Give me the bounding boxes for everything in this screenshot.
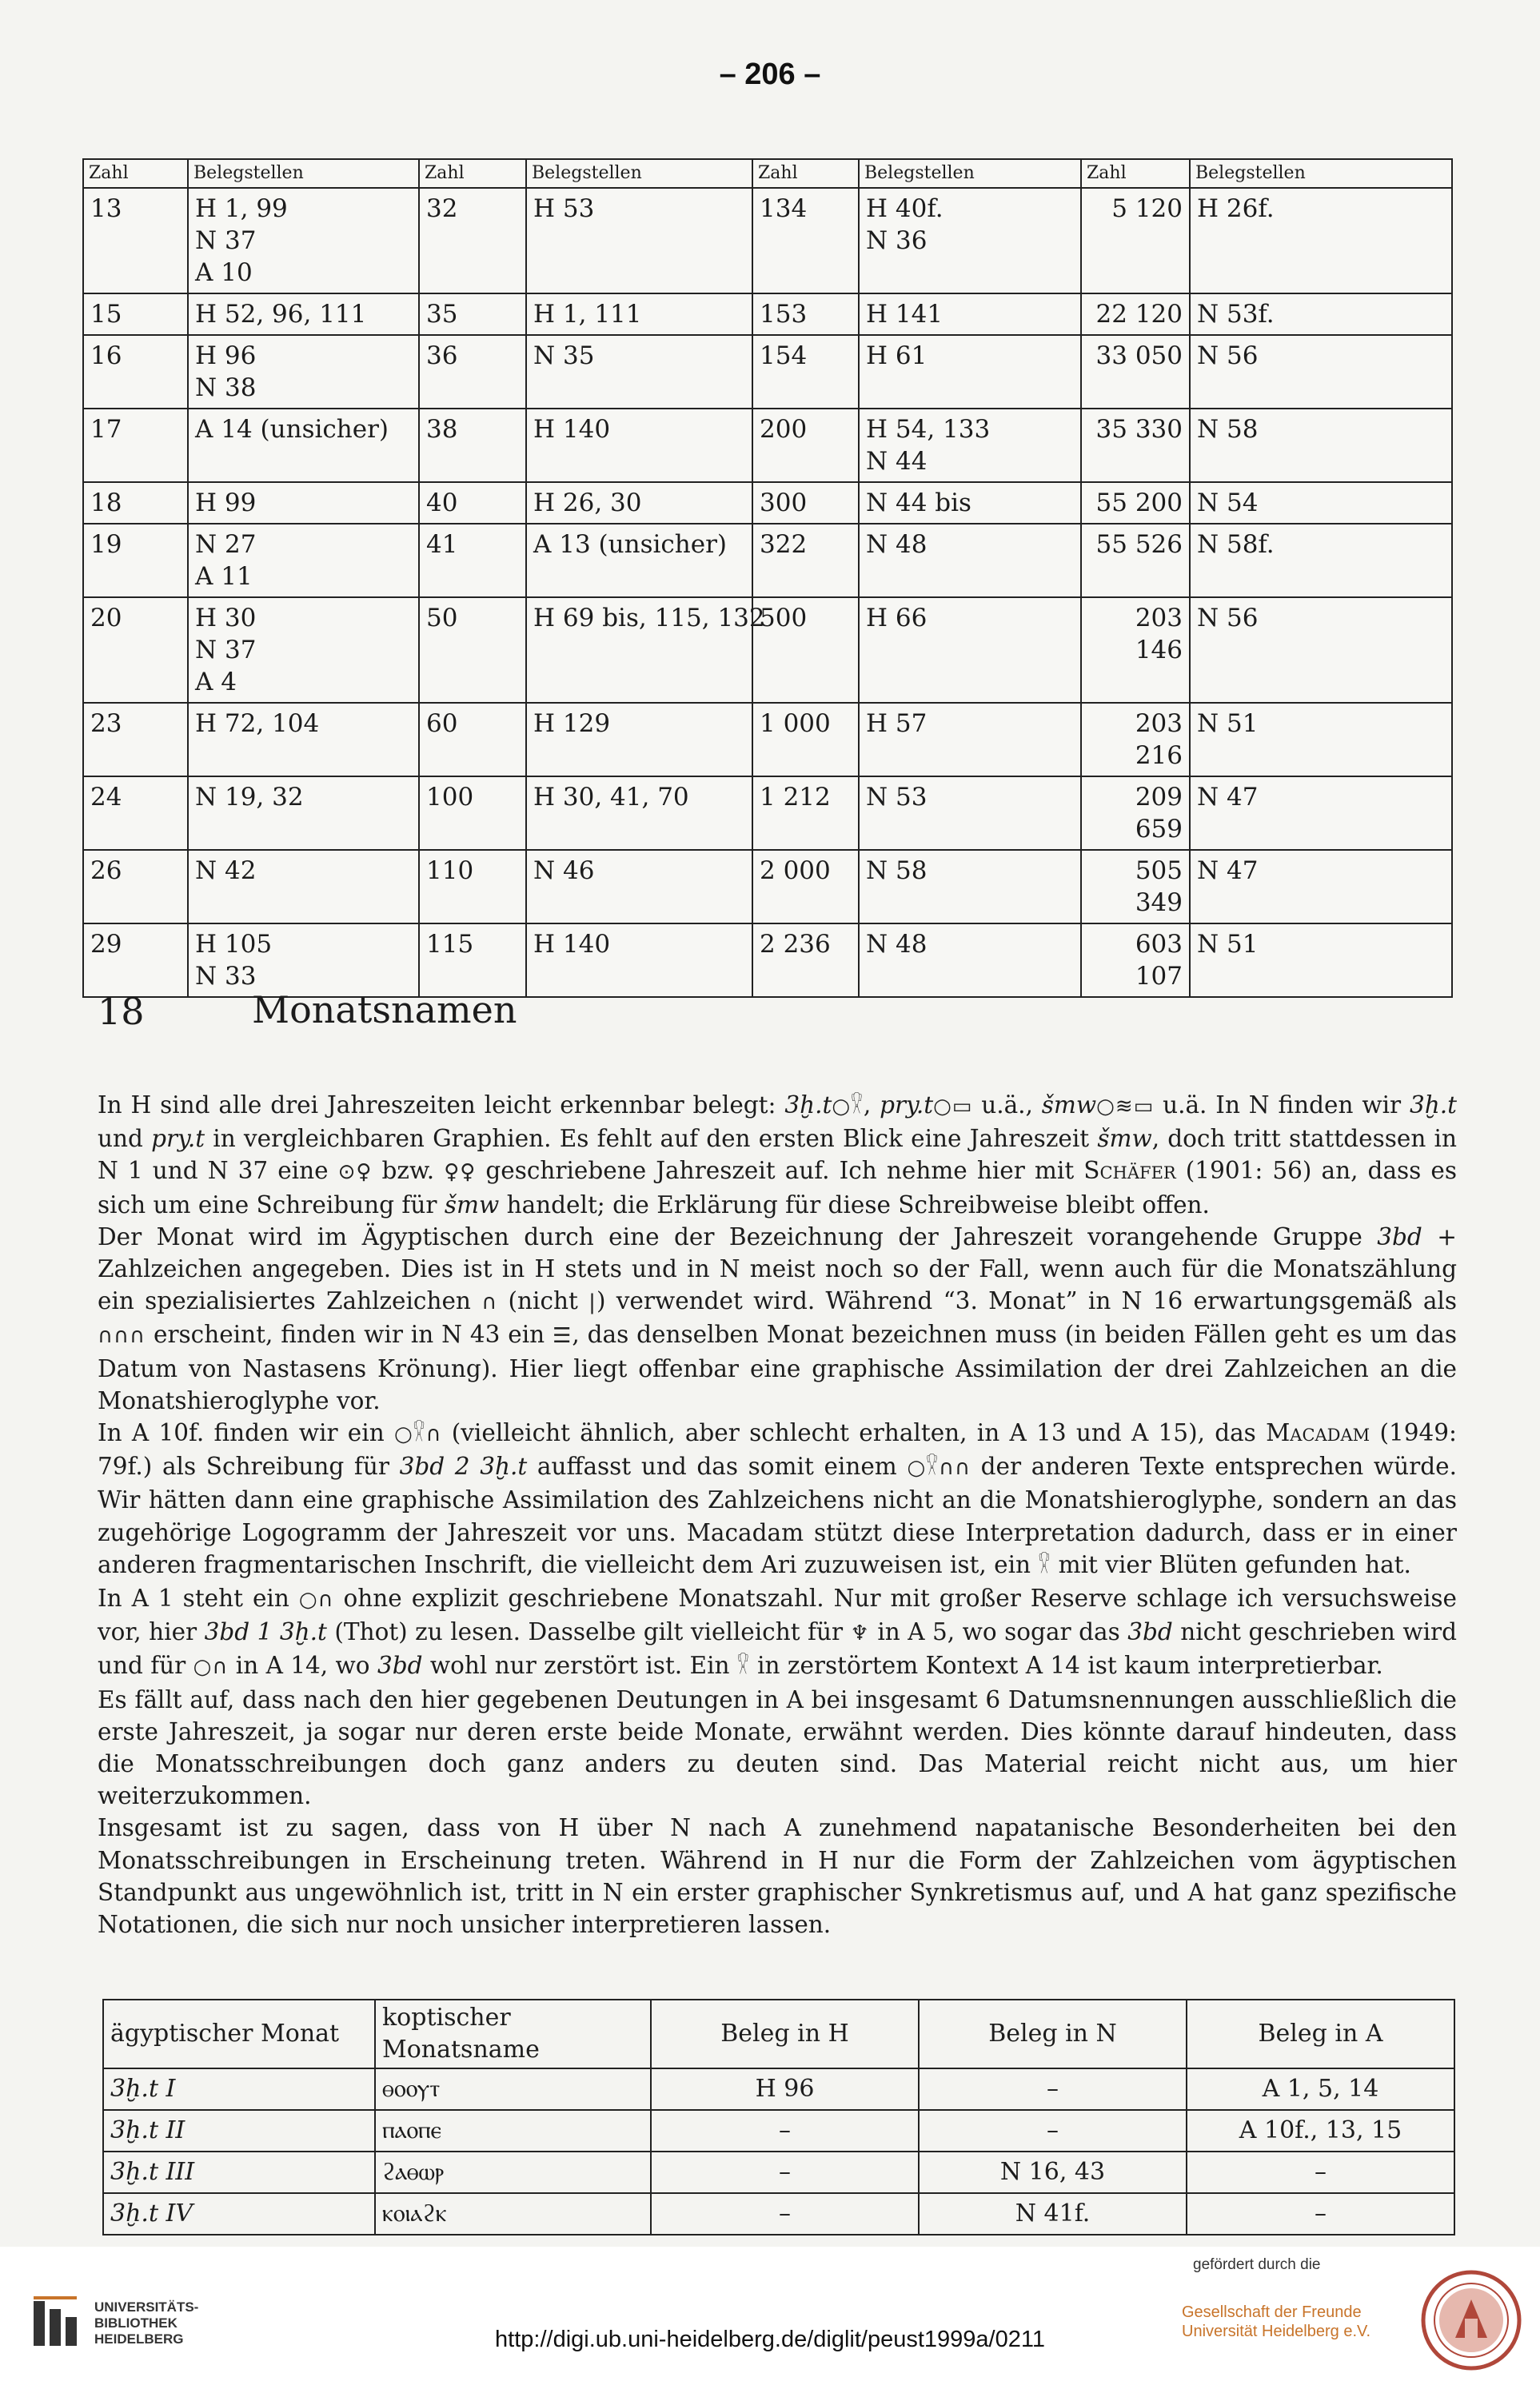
zahl-cell: 15 (83, 293, 188, 335)
paragraph: Der Monat wird im Ägyptischen durch eine der Bezeichnung der Jahreszeit vorangehende Gruppe 3bd + Zahlzeichen angegeben. Dies ist in H stets und in N meist noch so der Fall, wenn auch für die Monatszählung ein spezialisiertes Zahlzeichen ∩ (nicht |) verwendet wird. Während “3. Monat” in N 16 erwartungsgemäß als ∩∩∩ erscheint, finden wir in N 43 ein ☰, das denselben Monat bezeichnen muss (in beiden Fällen geht es um das Datum von Nastasens Krönung). Hier liegt offenbar eine graphische Assimilation der drei Zahlzeichen an die Monatshieroglyphe vor. (98, 1222, 1458, 1414)
numbers-table-body (83, 188, 1452, 997)
col-header: Belegstellen (859, 159, 1081, 188)
references-cell (188, 482, 419, 524)
table-row (83, 409, 1452, 482)
reference: A 4 (195, 668, 237, 696)
hieroglyph-group-icon: 𓎃 (736, 1655, 750, 1680)
references-cell (526, 923, 752, 997)
reference: N 44 (866, 447, 928, 476)
col-header: Belegstellen (526, 159, 752, 188)
university-seal-icon (1420, 2269, 1522, 2371)
egyptian-month: 3ḫ.t I (103, 2068, 375, 2110)
reference: N 36 (866, 226, 928, 255)
references-cell (1190, 850, 1452, 923)
references-cell (859, 703, 1081, 776)
ref-n: – (919, 2068, 1187, 2110)
table-row (83, 482, 1452, 524)
zahl-cell: 50 (419, 597, 526, 703)
zahl-cell: 22 120 (1081, 293, 1190, 335)
reference: H 30 (195, 604, 257, 632)
zahl-cell: 505 349 (1081, 850, 1190, 923)
reference: N 46 (533, 856, 595, 885)
reference: N 58 (866, 856, 928, 885)
col-header: Belegstellen (188, 159, 419, 188)
society-name: Gesellschaft der Freunde Universität Heidelberg e.V. (1182, 2303, 1371, 2340)
reference: H 30, 41, 70 (533, 783, 689, 812)
references-cell (1190, 703, 1452, 776)
references-cell (188, 409, 419, 482)
references-cell (526, 293, 752, 335)
references-cell (188, 850, 419, 923)
zahl-cell: 500 (752, 597, 859, 703)
references-cell (526, 482, 752, 524)
reference: N 35 (533, 341, 595, 370)
reference: N 51 (1197, 709, 1259, 738)
reference: H 140 (533, 415, 611, 444)
zahl-cell: 203 146 (1081, 597, 1190, 703)
table-row (83, 597, 1452, 703)
references-cell (188, 923, 419, 997)
paragraph: Insgesamt ist zu sagen, dass von H über N nach A zunehmend napatanische Besonderheiten bei den Monatsschreibungen in Erscheinung treten. Während in H nur die Form der Zahlzeichen vom ägyptischen Standpunkt aus ungewöhnlich ist, tritt in N ein erster graphischer Synkretismus auf, und A hat ganz spezifische Notationen, die sich nur noch unsicher interpretieren lassen. (98, 1814, 1457, 1939)
hieroglyph-group-icon: ☰ (553, 1324, 573, 1349)
reference: H 54, 133 (866, 415, 991, 444)
egyptian-month: 3ḫ.t III (103, 2152, 375, 2193)
reference: H 26, 30 (533, 489, 642, 517)
paragraph: Es fällt auf, dass nach den hier gegebenen Deutungen in A bei insgesamt 6 Datumsnennungen ausschließlich die erste Jahreszeit, ja sogar nur deren erste beide Monate, erwähnt werden. Dies könnte darauf hindeuten, dass die Monatsschreibungen doch ganz anders zu deuten sind. Das Material reicht nicht aus, um hier weiterzukommen. (98, 1685, 1457, 1810)
hieroglyph-group-icon: ○∩ (193, 1655, 229, 1680)
zahl-cell: 203 216 (1081, 703, 1190, 776)
table-row (83, 188, 1452, 293)
zahl-cell: 38 (419, 409, 526, 482)
ref-h: – (651, 2152, 919, 2193)
reference: N 56 (1197, 604, 1259, 632)
numbers-table (82, 158, 1453, 998)
reference: A 10 (195, 258, 253, 287)
zahl-cell: 300 (752, 482, 859, 524)
zahl-cell: 115 (419, 923, 526, 997)
zahl-cell: 55 526 (1081, 524, 1190, 597)
ref-n: N 41f. (919, 2193, 1187, 2235)
zahl-cell: 5 120 (1081, 188, 1190, 293)
hieroglyph-group-icon: ∩ (481, 1290, 498, 1315)
reference: H 129 (533, 709, 611, 738)
table-row (83, 923, 1452, 997)
references-cell (188, 293, 419, 335)
ref-n: – (919, 2110, 1187, 2152)
references-cell (526, 409, 752, 482)
hieroglyph-group-icon: ♀♀ (444, 1160, 477, 1185)
reference: N 53 (866, 783, 928, 812)
col-header: Zahl (752, 159, 859, 188)
references-cell (1190, 776, 1452, 850)
ref-a: – (1187, 2152, 1454, 2193)
table-row (103, 2068, 1454, 2110)
hieroglyph-group-icon: ○𓎃∩∩ (907, 1456, 971, 1481)
reference: H 52, 96, 111 (195, 300, 367, 329)
egyptian-month: 3ḫ.t IV (103, 2193, 375, 2235)
reference: N 48 (866, 930, 928, 959)
zahl-cell: 209 659 (1081, 776, 1190, 850)
reference: H 105 (195, 930, 273, 959)
ref-h: – (651, 2110, 919, 2152)
references-cell (859, 409, 1081, 482)
references-cell (526, 524, 752, 597)
reference: N 51 (1197, 930, 1259, 959)
reference: H 72, 104 (195, 709, 320, 738)
references-cell (859, 188, 1081, 293)
zahl-cell: 2 236 (752, 923, 859, 997)
references-cell (526, 776, 752, 850)
hieroglyph-group-icon: ∩∩∩ (98, 1324, 146, 1349)
references-cell (1190, 293, 1452, 335)
coptic-month: ⲕⲟⲓⲁϩⲕ (375, 2193, 651, 2235)
zahl-cell: 29 (83, 923, 188, 997)
col-header: ägyptischer Monat (103, 2000, 375, 2068)
table-row (103, 2110, 1454, 2152)
egyptian-month: 3ḫ.t II (103, 2110, 375, 2152)
col-header: Zahl (83, 159, 188, 188)
zahl-cell: 200 (752, 409, 859, 482)
reference: N 58f. (1197, 530, 1275, 559)
coptic-month: ⲑⲟⲟⲩⲧ (375, 2068, 651, 2110)
zahl-cell: 55 200 (1081, 482, 1190, 524)
reference: N 37 (195, 226, 257, 255)
table-row (83, 293, 1452, 335)
zahl-cell: 35 (419, 293, 526, 335)
months-table (102, 1999, 1455, 2235)
zahl-cell: 41 (419, 524, 526, 597)
paragraph: In A 1 steht ein ○∩ ohne explizit geschriebene Monatszahl. Nur mit großer Reserve schlage ich versuchsweise vor, hier 3bd 1 3ḫ.t (Thot) zu lesen. Dasselbe gilt vielleicht für ♆ in A 5, wo sogar das 3bd nicht geschrieben wird und für ○∩ in A 14, wo 3bd wohl nur zerstört ist. Ein 𓎃 in zerstörtem Kontext A 14 ist kaum interpretierbar. (98, 1582, 1457, 1684)
references-cell (1190, 923, 1452, 997)
references-cell (1190, 409, 1452, 482)
table-row (83, 335, 1452, 409)
body-text (98, 1089, 1457, 1940)
zahl-cell: 23 (83, 703, 188, 776)
zahl-cell: 2 000 (752, 850, 859, 923)
reference: N 54 (1197, 489, 1259, 517)
reference: N 53f. (1197, 300, 1275, 329)
reference: H 69 bis, 115, 132 (533, 604, 765, 632)
zahl-cell: 19 (83, 524, 188, 597)
zahl-cell: 20 (83, 597, 188, 703)
reference: H 1, 99 (195, 194, 288, 223)
zahl-cell: 603 107 (1081, 923, 1190, 997)
references-cell (1190, 335, 1452, 409)
col-header: Zahl (419, 159, 526, 188)
funding-note: gefördert durch die (1193, 2256, 1321, 2273)
footer-bar (0, 2247, 1540, 2393)
reference: H 140 (533, 930, 611, 959)
footer-url-link[interactable]: http://digi.ub.uni-heidelberg.de/diglit/peust1999a/0211 (495, 2327, 1045, 2352)
reference: H 66 (866, 604, 928, 632)
references-cell (859, 524, 1081, 597)
zahl-cell: 60 (419, 703, 526, 776)
reference: N 37 (195, 636, 257, 664)
reference: H 26f. (1197, 194, 1275, 223)
references-cell (526, 850, 752, 923)
table-row (83, 850, 1452, 923)
table-row (83, 776, 1452, 850)
section-title: Monatsnamen (252, 988, 517, 1031)
ref-a: A 10f., 13, 15 (1187, 2110, 1454, 2152)
references-cell (859, 335, 1081, 409)
references-cell (188, 776, 419, 850)
reference: H 61 (866, 341, 928, 370)
hieroglyph-group-icon: ○≋▭ (1096, 1095, 1155, 1119)
references-cell (859, 776, 1081, 850)
reference: N 42 (195, 856, 257, 885)
ref-h: – (651, 2193, 919, 2235)
reference: N 44 bis (866, 489, 971, 517)
reference: N 27 (195, 530, 257, 559)
paragraph: In H sind alle drei Jahreszeiten leicht erkennbar belegt: 3ḫ.t○𓎃, pry.t○▭ u.ä., šmw○≋▭ u.ä. In N finden wir 3ḫ.t und pry.t in vergleichbaren Graphien. Es fehlt auf den ersten Blick eine Jahreszeit šmw, doch tritt stattdessen in N 1 und N 37 eine ⊙♀ bzw. ♀♀ geschriebene Jahreszeit auf. Ich nehme hier mit Schäfer (1901: 56) an, dass es sich um eine Schreibung für šmw handelt; die Erklärung für diese Schreibweise bleibt offen. (98, 1091, 1458, 1218)
zahl-cell: 24 (83, 776, 188, 850)
references-cell (526, 597, 765, 703)
reference: N 33 (195, 962, 257, 991)
zahl-cell: 26 (83, 850, 188, 923)
zahl-cell: 100 (419, 776, 526, 850)
col-header: koptischer Monatsname (375, 2000, 651, 2068)
col-header: Beleg in H (651, 2000, 919, 2068)
reference: N 56 (1197, 341, 1259, 370)
hieroglyph-group-icon: ○▭ (933, 1095, 973, 1119)
reference: H 96 (195, 341, 257, 370)
zahl-cell: 153 (752, 293, 859, 335)
zahl-cell: 32 (419, 188, 526, 293)
references-cell (859, 923, 1081, 997)
references-cell (188, 335, 419, 409)
references-cell (188, 597, 419, 703)
hieroglyph-group-icon: | (588, 1290, 596, 1315)
reference: N 48 (866, 530, 928, 559)
references-cell (188, 703, 419, 776)
reference: H 99 (195, 489, 257, 517)
table-row (103, 2152, 1454, 2193)
reference: N 19, 32 (195, 783, 304, 812)
reference: A 11 (195, 562, 253, 591)
zahl-cell: 110 (419, 850, 526, 923)
reference: A 14 (unsicher) (195, 415, 389, 444)
references-cell (859, 850, 1081, 923)
zahl-cell: 36 (419, 335, 526, 409)
col-header: Zahl (1081, 159, 1190, 188)
show-through (152, 90, 158, 122)
table-row (83, 703, 1452, 776)
references-cell (1190, 188, 1452, 293)
references-cell (188, 524, 419, 597)
references-cell (1190, 524, 1452, 597)
coptic-month: ϩⲁⲑⲱⲣ (375, 2152, 651, 2193)
zahl-cell: 33 050 (1081, 335, 1190, 409)
references-cell (1190, 482, 1452, 524)
col-header: Beleg in A (1187, 2000, 1454, 2068)
references-cell (859, 293, 1081, 335)
zahl-cell: 1 000 (752, 703, 859, 776)
reference: N 58 (1197, 415, 1259, 444)
zahl-cell: 16 (83, 335, 188, 409)
zahl-cell: 13 (83, 188, 188, 293)
reference: H 57 (866, 709, 928, 738)
col-header: Beleg in N (919, 2000, 1187, 2068)
references-cell (188, 188, 419, 293)
reference: H 1, 111 (533, 300, 642, 329)
hieroglyph-group-icon: ♆ (850, 1621, 870, 1646)
references-cell (526, 703, 752, 776)
hieroglyph-group-icon: ○𓎃 (832, 1095, 864, 1119)
zahl-cell: 154 (752, 335, 859, 409)
paragraph: In A 10f. finden wir ein ○𓎃∩ (vielleicht ähnlich, aber schlecht erhalten, in A 13 und A 15), das Macadam (1949: 79f.) als Schreibung für 3bd 2 3ḫ.t auffasst und das somit einem ○𓎃∩∩ der anderen Texte entsprechen würde. Wir hätten dann eine graphische Assimilation des Zahlzeichens nicht an die Monatshieroglyphe, sondern an das zugehörige Logogramm der Jahreszeit vor uns. Macadam stützt diese Interpretation dadurch, dass er in einer anderen fragmentarischen Inschrift, die vielleicht dem Ari zuzuweisen ist, ein 𓎃 mit vier Blüten gefunden hat. (98, 1417, 1457, 1582)
reference: A 13 (unsicher) (533, 530, 727, 559)
zahl-cell: 322 (752, 524, 859, 597)
ref-h: H 96 (651, 2068, 919, 2110)
reference: N 38 (195, 373, 257, 402)
reference: N 47 (1197, 856, 1259, 885)
table-row (83, 524, 1452, 597)
col-header: Belegstellen (1190, 159, 1452, 188)
zahl-cell: 35 330 (1081, 409, 1190, 482)
references-cell (859, 482, 1081, 524)
references-cell (526, 188, 752, 293)
references-cell (859, 597, 1081, 703)
references-cell (1190, 597, 1452, 703)
reference: H 141 (866, 300, 944, 329)
zahl-cell: 1 212 (752, 776, 859, 850)
numbers-table-header (83, 159, 1452, 188)
table-row (103, 2193, 1454, 2235)
ref-n: N 16, 43 (919, 2152, 1187, 2193)
zahl-cell: 40 (419, 482, 526, 524)
ref-a: – (1187, 2193, 1454, 2235)
reference: H 53 (533, 194, 595, 223)
hieroglyph-group-icon: 𓎃 (1038, 1553, 1051, 1578)
reference: H 40f. (866, 194, 944, 223)
ref-a: A 1, 5, 14 (1187, 2068, 1454, 2110)
reference: N 47 (1197, 783, 1259, 812)
hieroglyph-group-icon: ○∩ (298, 1588, 334, 1613)
library-name: UNIVERSITÄTS- BIBLIOTHEK HEIDELBERG (94, 2299, 199, 2347)
references-cell (526, 335, 752, 409)
zahl-cell: 134 (752, 188, 859, 293)
hieroglyph-group-icon: ○𓎃∩ (393, 1422, 442, 1447)
zahl-cell: 17 (83, 409, 188, 482)
months-table-header (103, 2000, 1454, 2068)
hieroglyph-group-icon: ⊙♀ (337, 1160, 373, 1185)
zahl-cell: 18 (83, 482, 188, 524)
coptic-month: ⲡⲁⲟⲡⲉ (375, 2110, 651, 2152)
page-number: – 206 – (719, 58, 821, 91)
section-number: 18 (98, 990, 145, 1033)
